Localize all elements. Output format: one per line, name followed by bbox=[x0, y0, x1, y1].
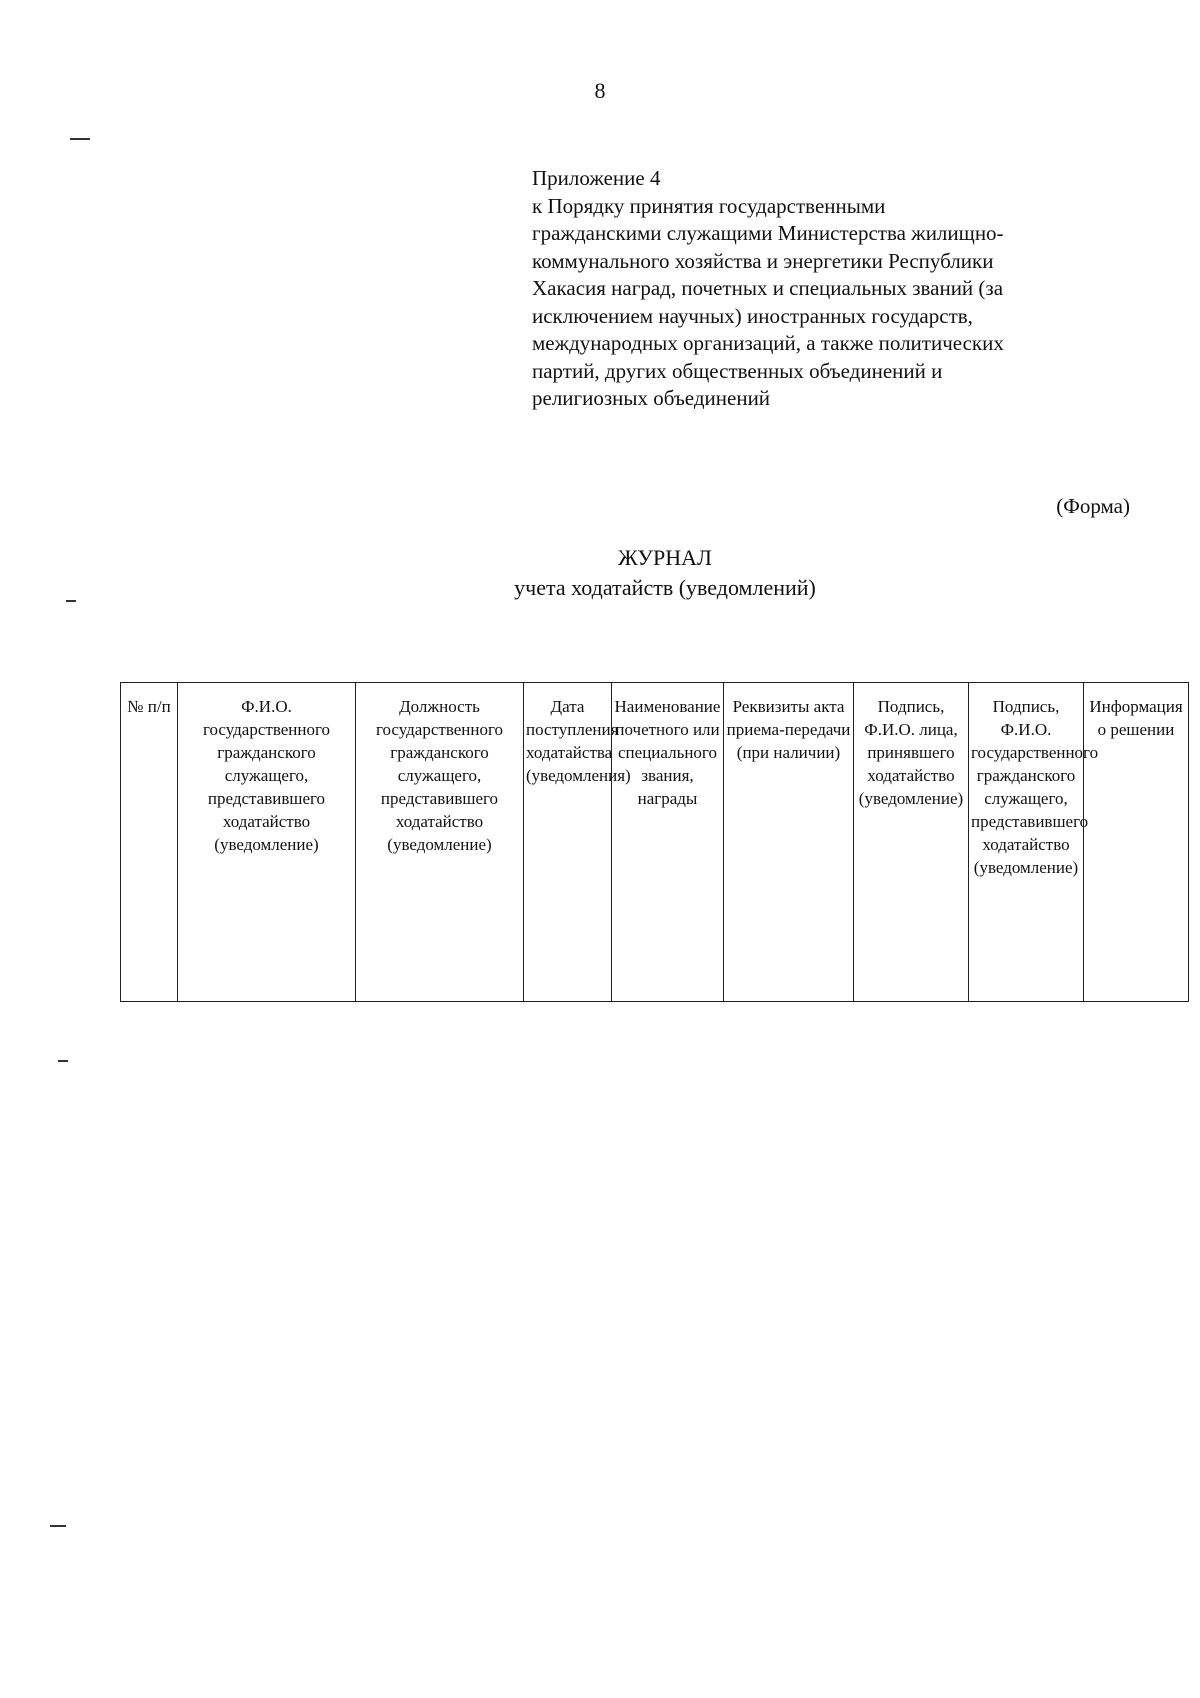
appendix-line: Хакасия наград, почетных и специальных званий (за bbox=[532, 276, 1004, 300]
column-header-date: Дата поступления ходатайства (уведомления) bbox=[524, 683, 612, 1002]
appendix-note bbox=[532, 165, 1092, 413]
appendix-line: Приложение 4 bbox=[532, 166, 661, 190]
appendix-line: религиозных объединений bbox=[532, 386, 771, 410]
appendix-line: гражданскими служащими Министерства жилищно- bbox=[532, 221, 1004, 245]
column-header-number: № п/п bbox=[121, 683, 178, 1002]
scan-artifact bbox=[58, 1060, 68, 1062]
appendix-line: исключением научных) иностранных государств, bbox=[532, 303, 973, 328]
scan-artifact bbox=[50, 1525, 66, 1527]
journal-subtitle: учета ходатайств (уведомлений) bbox=[514, 575, 816, 600]
column-header-employee-signature: Подпись, Ф.И.О. государственного гражданского служащего, представившего ходатайство (уведомление) bbox=[969, 683, 1084, 1002]
column-header-employee-name: Ф.И.О. государственного гражданского служащего, представившего ходатайство (уведомление) bbox=[178, 683, 356, 1002]
appendix-line: международных организаций, а также политических bbox=[532, 331, 1004, 355]
appendix-line: партий, других общественных объединений и bbox=[532, 358, 943, 383]
page-number: 8 bbox=[594, 78, 606, 103]
scan-artifact bbox=[66, 600, 76, 602]
appendix-line: коммунального хозяйства и энергетики Республики bbox=[532, 248, 994, 273]
column-header-transfer-act: Реквизиты акта приема-передачи (при наличии) bbox=[724, 683, 854, 1002]
column-header-position: Должность государственного гражданского служащего, представившего ходатайство (уведомление) bbox=[356, 683, 524, 1002]
scan-artifact bbox=[70, 138, 90, 140]
column-header-decision-info: Информация о решении bbox=[1084, 683, 1189, 1002]
appendix-line: к Порядку принятия государственными bbox=[532, 193, 886, 218]
journal-title: ЖУРНАЛ bbox=[618, 545, 712, 570]
column-header-award-name: Наименование почетного или специального звания, награды bbox=[612, 683, 724, 1002]
journal-table bbox=[120, 682, 1189, 1002]
column-header-receiver-signature: Подпись, Ф.И.О. лица, принявшего ходатайство (уведомление) bbox=[854, 683, 969, 1002]
form-label: (Форма) bbox=[1056, 494, 1130, 518]
table-header-row bbox=[121, 683, 1189, 1002]
journal-heading bbox=[0, 543, 1200, 603]
